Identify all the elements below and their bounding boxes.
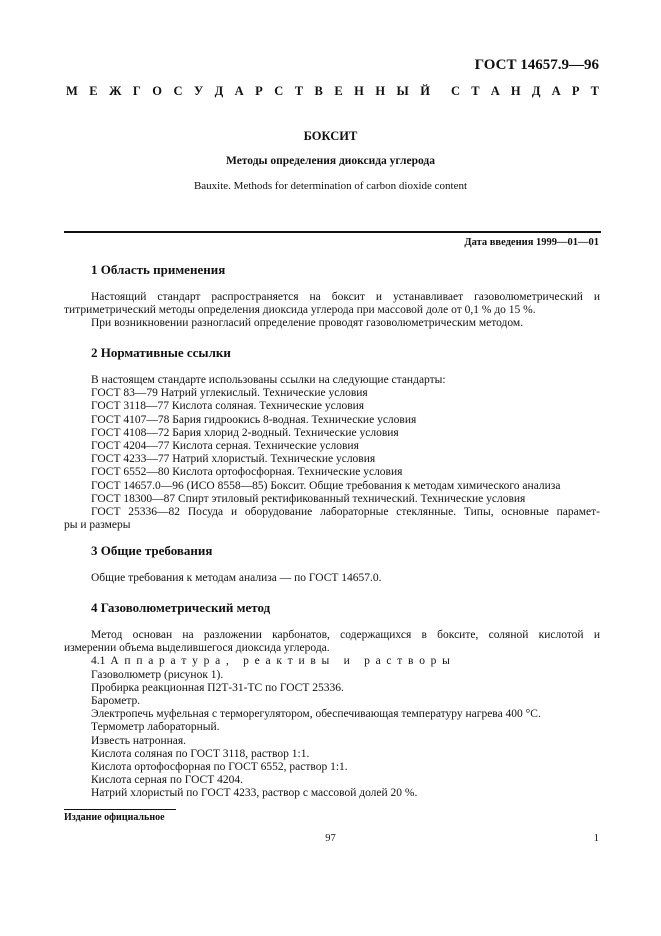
interstate_word1-letter: Т: [294, 84, 304, 98]
equipment-list: [64, 669, 600, 801]
references-list-tail: ры и размеры: [64, 519, 131, 532]
subsection-title-letter: и: [298, 655, 305, 668]
section-2-heading: 2 Нормативные ссылки: [91, 345, 231, 360]
interstate_word2-letter: А: [551, 84, 561, 98]
interstate_word1-letter: Ж: [109, 84, 122, 98]
edition-note: Издание официальное: [64, 812, 165, 823]
section-1-para-1-line-1: Настоящий стандарт распространяется на боксит и устанавливает газоволюметрический и: [91, 291, 600, 303]
subsection-title-letter: ы: [442, 655, 450, 668]
section-1-para-1-line-2: титриметрический методы определения диоксида углерода при массовой доле от 0,1 % до 15 %.: [64, 304, 536, 317]
subsection-number: 4.1: [91, 655, 106, 668]
interstate_word1-letter: Р: [255, 84, 263, 98]
subsection-title-letter: р: [203, 655, 210, 668]
reference-item: ГОСТ 4233—77 Натрий хлористый. Технические условия: [91, 453, 376, 466]
section-4-body: [64, 629, 600, 801]
subsection-title-letter: р: [430, 655, 437, 668]
subsection-title-letter: р: [243, 655, 249, 668]
subsection-title-letter: п: [136, 655, 143, 668]
subsection-title-letter: р: [364, 655, 370, 668]
interstate_word1-letter: Г: [132, 84, 141, 98]
interstate_word2-letter: Н: [510, 84, 521, 98]
title-divider: [64, 231, 601, 233]
interstate_word1-letter: Н: [354, 84, 364, 98]
interstate_word1-letter: У: [193, 84, 204, 98]
equipment-item: Натрий хлористый по ГОСТ 4233, раствор с массовой долей 20 %.: [91, 787, 418, 800]
subsection-title-letter: т: [397, 655, 403, 668]
section-2-body: [64, 374, 600, 532]
footer-rule: [64, 809, 176, 810]
reference-item: ГОСТ 4107—78 Бария гидроокись 8-водная. Технические условия: [91, 413, 417, 426]
section-4-para-1-line-2: измерении объема выделившегося диоксида углерода.: [64, 642, 330, 655]
subsection-title-letter: [355, 655, 358, 668]
interstate_word1-letter: Е: [89, 84, 98, 98]
subsection-title: [110, 655, 450, 668]
reference-item: ГОСТ 4108—72 Бария хлорид 2-водный. Технические условия: [91, 426, 399, 439]
interstate-word: [66, 84, 430, 99]
equipment-item: Газоволюметр (рисунок 1).: [91, 668, 224, 681]
document-code: ГОСТ 14657.9—96: [474, 57, 599, 73]
interstate_word1-letter: Е: [334, 84, 343, 98]
section-1-para-2: При возникновении разногласий определение проводят газоволюметрическим методом.: [91, 317, 524, 330]
interstate_word2-letter: А: [490, 84, 500, 98]
references-list: [64, 387, 600, 519]
interstate_word2-letter: С: [451, 84, 461, 98]
subsection-title-letter: а: [215, 655, 221, 668]
subsection-title-letter: о: [419, 655, 425, 668]
english-title: Bauxite. Methods for determination of carbon dioxide content: [193, 180, 468, 192]
subsection-title-letter: а: [148, 655, 154, 668]
section-3-heading: 3 Общие требования: [91, 543, 213, 558]
subsection-title-letter: т: [181, 655, 187, 668]
section-4-heading: 4 Газоволюметрический метод: [91, 600, 271, 615]
subsection-title-letter: ы: [321, 655, 330, 668]
interstate_word2-letter: Т: [590, 84, 599, 98]
equipment-item: Пробирка реакционная П2Т-31-ТС по ГОСТ 25336.: [91, 681, 344, 694]
interstate_word2-letter: Р: [571, 84, 580, 98]
interstate-standard-banner: [66, 84, 599, 99]
section-1-body: [64, 291, 600, 331]
page-number-right: 1: [593, 833, 599, 844]
interstate_word1-letter: В: [314, 84, 323, 98]
subsection-title-letter: ,: [225, 655, 229, 668]
equipment-item: Кислота серная по ГОСТ 4204.: [91, 774, 243, 787]
subsection-title-letter: е: [254, 655, 260, 668]
introduction-date: Дата введения 1999—01—01: [464, 237, 599, 248]
interstate_word1-letter: М: [66, 84, 78, 98]
subsection-title-letter: п: [124, 655, 131, 668]
subsection-title-letter: [335, 655, 338, 668]
document-title: БОКСИТ: [303, 129, 358, 143]
equipment-item: Известь натронная.: [91, 734, 187, 747]
equipment-item: Кислота соляная по ГОСТ 3118, раствор 1:1.: [91, 747, 310, 760]
subsection-title-letter: а: [375, 655, 381, 668]
subsection-title-letter: и: [343, 655, 350, 668]
interstate_word2-letter: Т: [471, 84, 480, 98]
document-subtitle: Методы определения диоксида углерода: [226, 155, 435, 167]
interstate_word1-letter: Д: [214, 84, 224, 98]
reference-item: ГОСТ 4204—77 Кислота серная. Технические условия: [91, 440, 359, 453]
reference-item: ГОСТ 6552—80 Кислота ортофосфорная. Технические условия: [91, 466, 403, 479]
subsection-title-letter: в: [408, 655, 414, 668]
subsection-title-letter: А: [110, 655, 119, 668]
interstate_word2-letter: Д: [531, 84, 541, 98]
subsection-title-letter: а: [265, 655, 271, 668]
subsection-title-letter: к: [276, 655, 282, 668]
equipment-item: Электропечь муфельная с терморегулятором, обеспечивающая температуру нагрева 400 °С.: [91, 708, 541, 721]
subsection-title-letter: т: [287, 655, 293, 668]
interstate_word1-letter: С: [274, 84, 284, 98]
reference-item: ГОСТ 3118—77 Кислота соляная. Технические условия: [91, 400, 365, 413]
interstate_word1-letter: О: [152, 84, 163, 98]
section-3-text: Общие требования к методам анализа — по ГОСТ 14657.0.: [91, 572, 382, 584]
equipment-item: Термометр лабораторный.: [91, 721, 220, 734]
reference-item: ГОСТ 25336—82 Посуда и оборудование лабораторные стеклянные. Типы, основные парамет-: [91, 506, 600, 519]
interstate_word1-letter: Н: [375, 84, 386, 98]
interstate_word1-letter: Й: [420, 84, 430, 98]
section-1-heading: 1 Область применения: [91, 262, 226, 277]
subsection-title-letter: [235, 655, 238, 668]
subsection-title-letter: а: [170, 655, 176, 668]
section-2-intro: В настоящем стандарте использованы ссылки на следующие стандарты:: [91, 374, 446, 386]
reference-item: ГОСТ 18300—87 Спирт этиловый ректификованный технический. Технические условия: [91, 492, 526, 505]
equipment-item: Барометр.: [91, 695, 141, 708]
subsection-4-1-heading: [64, 655, 450, 668]
reference-item: ГОСТ 83—79 Натрий углекислый. Технические условия: [91, 387, 368, 400]
equipment-item: Кислота ортофосфорная по ГОСТ 6552, раствор 1:1.: [91, 761, 348, 774]
interstate_word1-letter: С: [173, 84, 183, 98]
interstate_word1-letter: А: [234, 84, 244, 98]
section-4-para-1-line-1: Метод основан на разложении карбонатов, содержащихся в боксите, соляной кислотой и: [91, 629, 600, 641]
reference-item: ГОСТ 14657.0—96 (ИСО 8558—85) Боксит. Общие требования к методам химического анализа: [91, 479, 561, 492]
subsection-title-letter: с: [386, 655, 392, 668]
subsection-title-letter: р: [159, 655, 165, 668]
page-number-center: 97: [325, 833, 336, 844]
subsection-title-letter: у: [192, 655, 198, 668]
standard-word: [451, 84, 599, 99]
interstate_word1-letter: Ы: [396, 84, 409, 98]
subsection-title-letter: в: [310, 655, 316, 668]
